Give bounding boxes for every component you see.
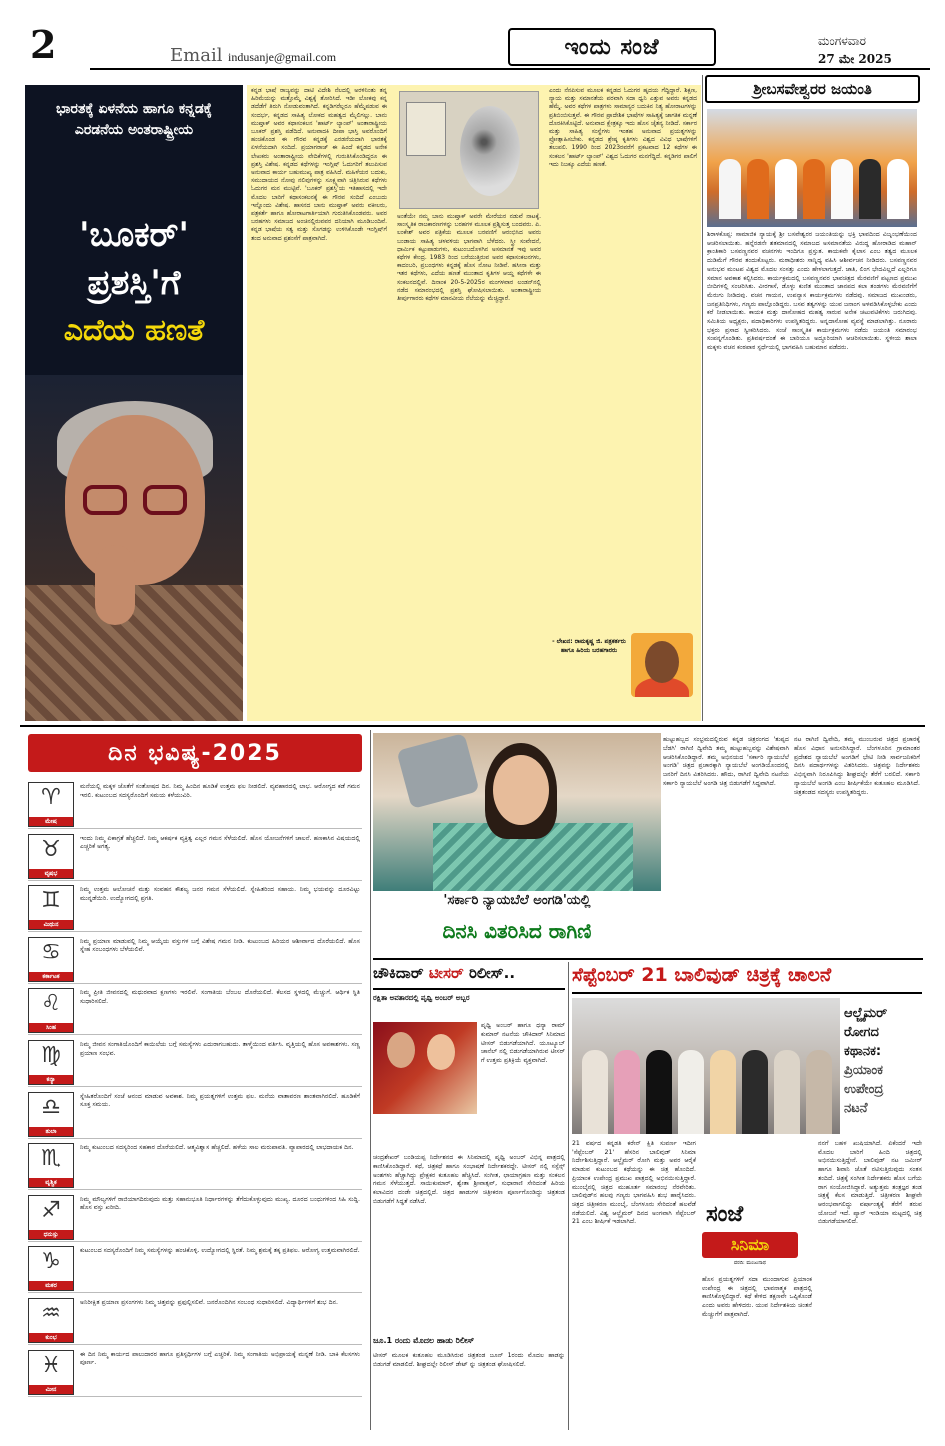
horoscope-text: ನಿಮ್ಮ ಜೀವನ ಸಂಗಾತಿಯೊಂದಿಗೆ ಕಾಯಿಲೆಯ ಬಗ್ಗೆ ಸಮಸ್ಯೆಗಳು ಎದುರಾಗಬಹುದು. ತಾಳ್ಮೆಯಿಂದ ವರ್ತಿಸಿ. ವೃತ್ತಿಯಲ್ಲಿ ಹೊಸ ಅವಕಾಶಗಳು. ಸಣ್ಣ ಪ್ರಯಾಣ ಸಂಭವ. xyxy=(80,1041,360,1057)
horoscope-text: ನಿಮ್ಮ ಕುಟುಂಬದ ಸದಸ್ಯರಿಂದ ಸಹಕಾರ ದೊರೆಯಲಿದೆ. ಆತ್ಮವಿಶ್ವಾಸ ಹೆಚ್ಚಲಿದೆ. ಹಳೆಯ ಸಾಲ ಮರುಪಾವತಿ. ವ್ಯಾಪಾರದಲ್ಲಿ ಲಾಭದಾಯಕ ದಿನ. xyxy=(80,1144,354,1152)
zodiac-glyph: ♉ xyxy=(41,836,61,862)
logo-credit: ವರದಿ: ಮಂಜುನಾಥ xyxy=(733,1260,767,1266)
sidebar-line-3: ಕಥಾನಕ: xyxy=(844,1044,882,1059)
chowkidar-body: ಚಂದ್ರಶೇಖರ್ ಬಂಡಿಯಪ್ಪ ನಿರ್ದೇಶನದ ಈ ಸಿನಿಮಾದಲ್ಲಿ ಪೃಥ್ವಿ ಅಂಬರ್ ವಿಭಿನ್ನ ಪಾತ್ರದಲ್ಲಿ ಕಾಣಿಸಿಕೊಂಡಿದ್ದಾರೆ. ಕಥೆ, ಚಿತ್ರಕಥೆ ಹಾಗೂ ಸಂಭಾಷಣೆ ನಿರ್ದೇಶಕರದ್ದೇ. ಟೀಸರ್ ನಲ್ಲಿ ಸಸ್ಪೆನ್ಸ್ ಅಂಶಗಳು ಹೆಚ್ಚಾಗಿದ್ದು ಪ್ರೇಕ್ಷಕರ ಕುತೂಹಲ ಹೆಚ್ಚಿಸಿದೆ. ಸಂಗೀತ, ಛಾಯಾಗ್ರಹಣ ಮತ್ತು ಸಂಕಲನ ಗಮನ ಸೆಳೆಯುತ್ತದೆ. ಸಾಯಿಕುಮಾರ್, ಶ್ವೇತಾ ಶ್ರೀವಾತ್ಸವ್, ಸುಧಾರಾಣಿ ಸೇರಿದಂತೆ ಹಿರಿಯ ಕಲಾವಿದರ ದಂಡೇ ಚಿತ್ರದಲ್ಲಿದೆ. ಚಿತ್ರದ ಹಾಡುಗಳ ಚಿತ್ರೀಕರಣ ಪೂರ್ಣಗೊಂಡಿದ್ದು ಚಿತ್ರತಂಡ ಬಿಡುಗಡೆಗೆ ಸಿದ್ಧತೆ ನಡೆಸಿದೆ. xyxy=(373,1154,565,1205)
lead-body xyxy=(247,85,701,721)
zodiac-sign-icon xyxy=(28,834,74,879)
horoscope-row xyxy=(28,1348,362,1397)
horoscope-text: ಮನೆಯಲ್ಲಿ ಮಕ್ಕಳ ಜೊತೆಗೆ ಸಂತೋಷದ ದಿನ. ನಿಮ್ಮ ಹಿಂದಿನ ಹೂಡಿಕೆ ಉತ್ತಮ ಫಲ ನೀಡಲಿದೆ. ವ್ಯವಹಾರದಲ್ಲಿ ಲಾಭ. ಆರೋಗ್ಯದ ಕಡೆ ಗಮನ ಇರಲಿ. ಕುಟುಂಬದ ಸದಸ್ಯರೊಂದಿಗೆ ಸಮಯ ಕಳೆಯುವಿರಿ. xyxy=(80,783,360,799)
zodiac-name: ಕರ್ಕಾಟಕ xyxy=(29,972,73,981)
column-rule xyxy=(370,730,371,1430)
sidebar-line-2: ರೋಗದ xyxy=(844,1025,879,1040)
zodiac-name: ಮೇಷ xyxy=(29,817,73,826)
zodiac-sign-icon xyxy=(28,1040,74,1085)
header-rule xyxy=(90,68,930,70)
horoscope-section xyxy=(22,734,368,1430)
zodiac-glyph: ♊ xyxy=(41,888,61,914)
zodiac-glyph: ♋ xyxy=(41,939,61,965)
zodiac-name: ಧನುಸ್ಸು xyxy=(29,1230,73,1239)
sidebar-line-6: ನಟನೆ xyxy=(844,1101,868,1116)
september21-title: ಸೆಪ್ಟೆಂಬರ್ 21 ಬಾಲಿವುಡ್ ಚಿತ್ರಕ್ಕೆ ಚಾಲನೆ xyxy=(572,964,922,994)
lead-headline-1: 'ಬೂಕರ್' xyxy=(79,215,189,255)
chowkidar-title-3: ರಿಲೀಸ್.. xyxy=(469,964,516,982)
horoscope-title: ದಿನ ಭವಿಷ್ಯ-2025 xyxy=(28,734,362,772)
horoscope-text: ಸ್ನೇಹಿತರೊಂದಿಗೆ ಸಂಜೆ ಆನಂದ ಮಾಡುವ ಅವಕಾಶ. ನಿಮ್ಮ ಪ್ರಯತ್ನಗಳಿಗೆ ಉತ್ತಮ ಫಲ. ಮನೆಯ ವಾತಾವರಣ ಶಾಂತವಾಗಿರಲಿದೆ. ಹೂಡಿಕೆಗೆ ಸೂಕ್ತ ಸಮಯ. xyxy=(80,1092,360,1109)
chowkidar-article xyxy=(373,964,565,1430)
zodiac-sign-icon xyxy=(28,937,74,982)
book-cover-photo xyxy=(399,91,539,209)
horoscope-row xyxy=(28,1038,362,1087)
jayanti-article xyxy=(705,75,920,721)
chowkidar-body-2: ಟೀಸರ್ ಮೂಲಕ ಕುತೂಹಲ ಮೂಡಿಸಿರುವ ಚಿತ್ರತಂಡ ಜೂನ್ 1ರಂದು ಮೊದಲ ಹಾಡನ್ನು ಬಿಡುಗಡೆ ಮಾಡಲಿದೆ. ಶೀಘ್ರದಲ್ಲೇ ರಿಲೀಸ್ ಡೇಟ್ ನ್ನು ಚಿತ್ರತಂಡ ಘೋಷಿಸಲಿದೆ. xyxy=(373,1352,565,1368)
zodiac-sign-icon xyxy=(28,782,74,827)
zodiac-name: ಸಿಂಹ xyxy=(29,1023,73,1032)
cinema-logo-text: ಸಿನಿಮಾ xyxy=(702,1232,798,1258)
zodiac-name: ಮಕರ xyxy=(29,1281,73,1290)
zodiac-glyph: ♈ xyxy=(41,785,61,810)
horoscope-row xyxy=(28,986,362,1035)
ragini-headline-1: 'ಸರ್ಕಾರಿ ನ್ಯಾಯಬೆಲೆ ಅಂಗಡಿ'ಯಲ್ಲಿ xyxy=(443,893,591,908)
chowkidar-subtitle: ರಕ್ಷಿತಾ ಅವತಾರದಲ್ಲಿ ಪೃಥ್ವಿ ಅಂಬರ್ ಅಬ್ಬರ xyxy=(373,994,470,1002)
zodiac-glyph: ♎ xyxy=(41,1094,61,1120)
lead-headline-2: ಪ್ರಶಸ್ತಿ'ಗೆ xyxy=(87,263,181,303)
horoscope-row xyxy=(28,1141,362,1190)
zodiac-name: ಕನ್ಯಾ xyxy=(29,1075,73,1084)
zodiac-sign-icon xyxy=(28,988,74,1033)
horoscope-text: ನಿಮ್ಮ ಉತ್ತಮ ಆಲೋಚನೆ ಮತ್ತು ಸಂವಹನ ಕೌಶಲ್ಯ ಜನರ ಗಮನ ಸೆಳೆಯಲಿದೆ. ಸ್ನೇಹಿತರಿಂದ ಸಹಾಯ. ನಿಮ್ಮ ಭಯವನ್ನು ದೂರವಿಟ್ಟು ಮುನ್ನಡೆಯಿರಿ. ಉದ್ಯೋಗದಲ್ಲಿ ಪ್ರಗತಿ. xyxy=(80,886,360,902)
zodiac-name: ವೃಷಭ xyxy=(29,869,73,878)
ragini-article xyxy=(373,733,661,955)
horoscope-text: ಇಂದು ನಿಮ್ಮ ಏಕಾಗ್ರತೆ ಹೆಚ್ಚಲಿದೆ. ನಿಮ್ಮ ಆಕರ್ಷಕ ವ್ಯಕ್ತಿತ್ವ ಎಲ್ಲರ ಗಮನ ಸೆಳೆಯಲಿದೆ. ಹೊಸ ಯೋಜನೆಗಳಿಗೆ ಚಾಲನೆ. ಹಣಕಾಸಿನ ವಿಷಯದಲ್ಲಿ ಎಚ್ಚರಿಕೆ ಅಗತ್ಯ. xyxy=(80,834,360,851)
zodiac-sign-icon xyxy=(28,1350,74,1395)
chowkidar-side-text: ಪೃಥ್ವಿ ಅಂಬರ್ ಹಾಗೂ ಧನ್ಯಾ ರಾಮ್ ಕುಮಾರ್ ನಟನೆಯ ಚೌಕಿದಾರ್ ಸಿನಿಮಾದ ಟೀಸರ್ ಬಿಡುಗಡೆಯಾಗಿದೆ. ಯೂಟ್ಯೂಬ್ ಚಾನೆಲ್ ನಲ್ಲಿ ಬಿಡುಗಡೆಯಾಗಿರುವ ಟೀಸರ್ ಗೆ ಉತ್ತಮ ಪ್ರತಿಕ್ರಿಯೆ ವ್ಯಕ್ತವಾಗಿದೆ. xyxy=(481,1022,565,1065)
jayanti-body: ಶಿರಾಳಕೊಪ್ಪ: ಸಾಮಾಜಿಕ ನ್ಯಾಯಕ್ಕೆ ಶ್ರೀ ಬಸವೇಶ್ವರರ ಜಯಂತಿಯನ್ನು ಭಕ್ತಿ ಭಾವದಿಂದ ವಿಜೃಂಭಣೆಯಿಂದ ಆಚರಿಸಲಾಯಿತು. ಹನ್ನೆರಡನೇ ಶತಮಾನದಲ್ಲಿ ಸಮಾಜದ ಅಸಮಾನತೆಯ ವಿರುದ್ಧ ಹೋರಾಡಿದ ಮಹಾನ್ ಕ್ರಾಂತಿಕಾರಿ ಬಸವಣ್ಣನವರ ವಚನಗಳು ಇಂದಿಗೂ ಪ್ರಸ್ತುತ. ಕಾಯಕವೇ ಕೈಲಾಸ ಎಂಬ ತತ್ವದ ಮೂಲಕ ದುಡಿಮೆಗೆ ಗೌರವ ತಂದುಕೊಟ್ಟರು. ಮಠಾಧೀಶರು ಸಾನ್ನಿಧ್ಯ ವಹಿಸಿ ಆಶೀರ್ವಚನ ನೀಡಿದರು. ಬಸವಣ್ಣನವರ ಅನುಭವ ಮಂಟಪ ವಿಶ್ವದ ಮೊದಲ ಸಂಸತ್ತು ಎಂದು ಹೇಳಲಾಗುತ್ತದೆ. ಜಾತಿ, ಲಿಂಗ ಭೇದವಿಲ್ಲದೆ ಎಲ್ಲರಿಗೂ ಸಮಾನ ಅವಕಾಶ ಕಲ್ಪಿಸಿದರು. ಕಾರ್ಯಕ್ರಮದಲ್ಲಿ ಬಸವಣ್ಣನವರ ಭಾವಚಿತ್ರದ ಮೆರವಣಿಗೆ ಪಟ್ಟಣದ ಪ್ರಮುಖ ಬೀದಿಗಳಲ್ಲಿ ಸಂಚರಿಸಿತು. ವೀರಗಾಸೆ, ಡೊಳ್ಳು ಕುಣಿತ ಮುಂತಾದ ಜಾನಪದ ಕಲಾ ತಂಡಗಳು ಮೆರವಣಿಗೆಗೆ ಮೆರುಗು ನೀಡಿದವು. ವಚನ ಗಾಯನ, ಉಪನ್ಯಾಸ ಕಾರ್ಯಕ್ರಮಗಳು ನಡೆದವು. ಸಮಾಜದ ಮುಖಂಡರು, ಜನಪ್ರತಿನಿಧಿಗಳು, ಗಣ್ಯರು ಪಾಲ್ಗೊಂಡಿದ್ದರು. ಬಸವ ತತ್ವಗಳನ್ನು ಯುವ ಜನಾಂಗ ಅಳವಡಿಸಿಕೊಳ್ಳಬೇಕು ಎಂದು ಕರೆ ನೀಡಲಾಯಿತು. ಕಾಯಕ ಮತ್ತು ದಾಸೋಹದ ಮಹತ್ವ ಸಾರುವ ಅನೇಕ ಚಟುವಟಿಕೆಗಳು ಜರುಗಿದವು. ಸಮಿತಿಯ ಅಧ್ಯಕ್ಷರು, ಪದಾಧಿಕಾರಿಗಳು ಉಪಸ್ಥಿತರಿದ್ದರು. ಅನ್ನದಾಸೋಹ ವ್ಯವಸ್ಥೆ ಮಾಡಲಾಗಿತ್ತು. ನೂರಾರು ಭಕ್ತರು ಪ್ರಸಾದ ಸ್ವೀಕರಿಸಿದರು. ಸಂಜೆ ಸಾಂಸ್ಕೃತಿಕ ಕಾರ್ಯಕ್ರಮಗಳು ನಡೆದು ಜಯಂತಿ ಸಮಾರಂಭ ಸಂಪನ್ನಗೊಂಡಿತು. ಪ್ರತಿವರ್ಷದಂತೆ ಈ ಬಾರಿಯೂ ಅದ್ಧೂರಿಯಾಗಿ ಆಚರಿಸಲಾಯಿತು. ಸ್ಥಳೀಯ ಶಾಲಾ ಮಕ್ಕಳು ವಚನ ಕಂಠಪಾಠ ಸ್ಪರ್ಧೆಯಲ್ಲಿ ಭಾಗವಹಿಸಿ ಬಹುಮಾನ ಪಡೆದರು. xyxy=(707,231,917,352)
lead-headline-3: ಎದೆಯ ಹಣತೆ xyxy=(63,313,205,348)
chowkidar-title-2: ಟೀಸರ್ xyxy=(428,964,464,982)
section-divider xyxy=(20,725,925,727)
september21-sidebar xyxy=(844,1004,922,1118)
sidebar-line-1: ಆಲ್ಜೈಮರ್ xyxy=(844,1006,888,1021)
masthead-text: ಇಂದು ಸಂಜೆ xyxy=(564,34,660,60)
lead-column-1: ಕನ್ನಡ ಭಾಷೆ ರಾಜ್ಯವನ್ನು ದಾಟಿ ವಿದೇಶಿ ನೆಲದಲ್ಲಿ ಅರಳಿನಿಂತು ತನ್ನ ಹಿರಿಮೆಯನ್ನು ಮತ್ತೊಮ್ಮೆ ವಿಶ್ವಕ್ಕೆ ತೋರಿಸಿದೆ. ಇಡೀ ಲೋಕವು ಕನ್ನ ಡದೆಡೆಗೆ ತಿರುಗಿ ನೋಡುವಂತಾಗಿದೆ. ಕನ್ನಡಿಗರೆಲ್ಲರೂ ಹೆಮ್ಮೆಪಡುವ ಈ ಸಂದರ್ಭ, ಕನ್ನಡದ ಸಾಹಿತ್ಯ ಲೋಕದ ಮಹತ್ವದ ಮೈಲಿಗಲ್ಲು. ಬಾನು ಮುಷ್ತಾಕ್ ಅವರ ಕಥಾಸಂಕಲನ 'ಹಾರ್ಟ್ ಲ್ಯಾಂಪ್' ಅಂತಾರಾಷ್ಟ್ರೀಯ ಬೂಕರ್ ಪ್ರಶಸ್ತಿ ಪಡೆದಿದೆ. ಅನುವಾದಕಿ ದೀಪಾ ಭಾಸ್ತಿ ಅವರೊಂದಿಗೆ ಹಂಚಿಕೊಂಡ ಈ ಗೌರವ ಕನ್ನಡಕ್ಕೆ ಎರಡನೆಯದಾಗಿ ಭಾರತಕ್ಕೆ ಏಳನೆಯದಾಗಿ ಸಂದಿದೆ. ಪ್ರಯಾಗರಾಜ್ ಈ ಹಿಂದೆ ಕನ್ನಡದ ಅನೇಕ ಲೇಖಕರು ಅಂತಾರಾಷ್ಟ್ರೀಯ ವೇದಿಕೆಗಳಲ್ಲಿ ಗುರುತಿಸಿಕೊಂಡಿದ್ದರೂ ಈ ಪ್ರಶಸ್ತಿ ವಿಶೇಷ. ಕನ್ನಡದ ಕಥೆಗಳನ್ನು ಇಂಗ್ಲಿಷ್ ಓದುಗರಿಗೆ ತಲುಪಿಸುವ ಅನುವಾದ ಕಾರ್ಯ ಬಹುಮುಖ್ಯ ಪಾತ್ರ ವಹಿಸಿದೆ. ಮಹಿಳೆಯರ ಬದುಕು, ಸಮುದಾಯದ ನೋವು ನಲಿವುಗಳನ್ನು ಸೂಕ್ಷ್ಮವಾಗಿ ಚಿತ್ರಿಸಿರುವ ಕಥೆಗಳು ಓದುಗರ ಮನ ಮುಟ್ಟಿವೆ. 'ಬೂಕರ್ ಪ್ರಶಸ್ತಿ'ಯ ಇತಿಹಾಸದಲ್ಲಿ ಇದೇ ಮೊದಲ ಬಾರಿಗೆ ಕಥಾಸಂಕಲನಕ್ಕೆ ಈ ಗೌರವ ಸಂದಿದೆ ಎಂಬುದು ಇನ್ನೊಂದು ವಿಶೇಷ. ಹಾಸನದ ಬಾನು ಮುಷ್ತಾಕ್ ಅವರು ವಕೀಲರು, ಪತ್ರಕರ್ತೆ ಹಾಗೂ ಹೋರಾಟಗಾರ್ತಿಯಾಗಿ ಗುರುತಿಸಿಕೊಂಡವರು. ಅವರ ಬರಹಗಳು ಸಮಾಜದ ಅಂಚಿನಲ್ಲಿರುವವರ ದನಿಯಾಗಿ ಮೂಡಿಬಂದಿವೆ. ಕನ್ನಡ ಭಾಷೆಯ ಸತ್ವ ಮತ್ತು ಸೊಗಡನ್ನು ಉಳಿಸಿಕೊಂಡೇ ಇಂಗ್ಲಿಷ್‌ಗೆ ತಂದ ಅನುವಾದ ಪ್ರಶಂಸೆಗೆ ಪಾತ್ರವಾಗಿದೆ. xyxy=(251,87,387,242)
zodiac-glyph: ♍ xyxy=(41,1043,61,1068)
horoscope-text: ಅನಿರೀಕ್ಷಿತ ಪ್ರಯಾಣ ಪ್ರಸಂಗಗಳು ನಿಮ್ಮ ಚಿತ್ತವನ್ನು ಪ್ರಫುಲ್ಲಿಸಲಿವೆ. ಜನರೊಂದಿಗಿನ ಸಂಬಂಧ ಸುಧಾರಿಸಲಿದೆ. ವಿದ್ಯಾರ್ಥಿಗಳಿಗೆ ಶುಭ ದಿನ. xyxy=(80,1299,339,1306)
chowkidar-photo xyxy=(373,1022,477,1114)
horoscope-row xyxy=(28,1296,362,1345)
horoscope-text: ನಿಮ್ಮ ಪ್ರಯಾಣ ಮಾಡುವಲ್ಲಿ ನಿಮ್ಮ ಆಯ್ಕೆಯ ವಸ್ತುಗಳ ಬಗ್ಗೆ ವಿಶೇಷ ಗಮನ ನೀಡಿ. ಕುಟುಂಬದ ಹಿರಿಯರ ಆಶೀರ್ವಾದ ದೊರೆಯಲಿದೆ. ಹೊಸ ಸ್ನೇಹ ಸಂಬಂಧಗಳು ಬೆಳೆಯಲಿವೆ. xyxy=(80,937,360,954)
horoscope-text: ನಿಮ್ಮ ಪ್ರೀತಿ ಜೀವನದಲ್ಲಿ ಮಧುರವಾದ ಕ್ಷಣಗಳು ಇರಲಿವೆ. ಸಂಗಾತಿಯ ಬೆಂಬಲ ದೊರೆಯಲಿದೆ. ಕೆಲಸದ ಸ್ಥಳದಲ್ಲಿ ಮೆಚ್ಚುಗೆ. ಆರ್ಥಿಕ ಸ್ಥಿತಿ ಸುಧಾರಿಸಲಿದೆ. xyxy=(80,989,360,1005)
horoscope-row xyxy=(28,883,362,932)
article-byline: - ಲೇಖನ: ರಾಮಕೃಷ್ಣ ಜಿ. ಪತ್ರಕರ್ತರು ಹಾಗೂ ಹಿರಿಯ ಬರಹಗಾರರು xyxy=(552,638,626,654)
sanje-cinema-logo xyxy=(700,1202,800,1270)
column-rule xyxy=(568,962,569,1430)
lead-column-3: ಎಂದು ನೆನಪಿಸುವ ಮೂಲಕ ಕನ್ನಡದ ಓದುಗರ ಹೃದಯ ಗೆದ್ದಿದ್ದಾರೆ. ಶಿಕ್ಷಣ, ನ್ಯಾಯ ಮತ್ತು ಸಮಾನತೆಯ ಪರವಾಗಿ ಸದಾ ಧ್ವನಿ ಎತ್ತುವ ಅವರು ಕನ್ನಡದ ಹೆಮ್ಮೆ. ಅವರ ಕಥೆಗಳ ಪಾತ್ರಗಳು ಸಾಮಾನ್ಯರ ಬದುಕಿನ ನಿತ್ಯ ಹೋರಾಟಗಳನ್ನು ಪ್ರತಿಬಿಂಬಿಸುತ್ತವೆ. ಈ ಗೌರವ ಪ್ರಾದೇಶಿಕ ಭಾಷೆಗಳ ಸಾಹಿತ್ಯಕ್ಕೆ ಜಾಗತಿಕ ಮನ್ನಣೆ ದೊರಕಿಸಿಕೊಟ್ಟಿದೆ. ಅನುವಾದ ಕ್ಷೇತ್ರಕ್ಕೂ ಇದು ಹೊಸ ಚೈತನ್ಯ ನೀಡಿದೆ. ಸರ್ಕಾರ ಮತ್ತು ಸಾಹಿತ್ಯ ಸಂಸ್ಥೆಗಳು ಇಂತಹ ಅನುವಾದ ಪ್ರಯತ್ನಗಳನ್ನು ಪ್ರೋತ್ಸಾಹಿಸಬೇಕು. ಕನ್ನಡದ ಶ್ರೇಷ್ಠ ಕೃತಿಗಳು ವಿಶ್ವದ ವಿವಿಧ ಭಾಷೆಗಳಿಗೆ ತಲುಪಲಿ. 1990 ರಿಂದ 2023ರವರೆಗೆ ಪ್ರಕಟವಾದ 12 ಕಥೆಗಳ ಈ ಸಂಕಲನ 'ಹಾರ್ಟ್ ಲ್ಯಾಂಪ್' ವಿಶ್ವದ ಓದುಗರ ಮನಗೆದ್ದಿದೆ. ಕನ್ನಡಿಗರ ಪಾಲಿಗೆ ಇದು ನಿಜಕ್ಕೂ ಎದೆಯ ಹಣತೆ. xyxy=(549,87,697,168)
september21-photo xyxy=(572,998,840,1134)
email-address[interactable]: indusanje@gmail.com xyxy=(228,50,337,64)
chowkidar-subhead: ಜೂ.1 ರಂದು ಮೊದಲ ಹಾಡು ರಿಲೀಸ್ xyxy=(373,1336,475,1345)
zodiac-name: ಕುಂಭ xyxy=(29,1333,73,1342)
header-day: ಮಂಗಳವಾರ xyxy=(818,34,867,48)
column-rule xyxy=(702,75,703,721)
september21-column-2-text: ಹೊಸ ಪ್ರಯತ್ನಗಳಿಗೆ ಸದಾ ಮುಂದಾಗುವ ಪ್ರಿಯಾಂಕ ಉಪೇಂದ್ರ ಈ ಚಿತ್ರದಲ್ಲಿ ಭಾವನಾತ್ಮಕ ಪಾತ್ರದಲ್ಲಿ ಕಾಣಿಸಿಕೊಳ್ಳಲಿದ್ದಾರೆ. ಕಥೆ ಕೇಳಿದ ತಕ್ಷಣವೇ ಒಪ್ಪಿಕೊಂಡೆ ಎಂದು ಅವರು ಹೇಳಿದರು. ಯುವ ನಿರ್ದೇಶಕಿಯ ಚಿಂತನೆ ಮೆಚ್ಚುಗೆಗೆ ಪಾತ್ರವಾಗಿದೆ. xyxy=(702,1276,812,1318)
masthead-logo xyxy=(508,28,716,66)
horoscope-row xyxy=(28,935,362,984)
september21-column-1: 21 ವರ್ಷದ ಕನ್ನಡತಿ ಕರೇನ್ ಕ್ಷಿತಿ ಸುವರ್ಣ ಇದೀಗ 'ಸೆಪ್ಟೆಂಬರ್ 21' ಹೆಸರಿನ ಬಾಲಿವುಡ್ ಸಿನಿಮಾ ನಿರ್ದೇಶಿಸುತ್ತಿದ್ದಾರೆ. ಆಲ್ಜೈಮರ್ ರೋಗಿ ಮತ್ತು ಅವರ ಆರೈಕೆ ಮಾಡುವ ಕುಟುಂಬದ ಕಥೆಯನ್ನು ಈ ಚಿತ್ರ ಹೊಂದಿದೆ. ಪ್ರಿಯಾಂಕ ಉಪೇಂದ್ರ ಪ್ರಮುಖ ಪಾತ್ರದಲ್ಲಿ ಅಭಿನಯಿಸುತ್ತಿದ್ದಾರೆ. ಮುಂಬೈನಲ್ಲಿ ಚಿತ್ರದ ಮುಹೂರ್ತ ಸಮಾರಂಭ ನೆರವೇರಿತು. ಬಾಲಿವುಡ್‌ನ ಹಲವು ಗಣ್ಯರು ಭಾಗವಹಿಸಿ ಶುಭ ಹಾರೈಸಿದರು. ಚಿತ್ರದ ಚಿತ್ರೀಕರಣ ಮುಂಬೈ, ಬೆಂಗಳೂರು ಸೇರಿದಂತೆ ಹಲವೆಡೆ ನಡೆಯಲಿದೆ. ವಿಶ್ವ ಆಲ್ಜೈಮರ್ ದಿನದ ಅಂಗವಾಗಿ ಸೆಪ್ಟೆಂಬರ್ 21 ಎಂಬ ಶೀರ್ಷಿಕೆ ಇಡಲಾಗಿದೆ. xyxy=(572,1140,696,1226)
zodiac-sign-icon xyxy=(28,1298,74,1343)
author-portrait xyxy=(25,375,243,721)
zodiac-glyph: ♑ xyxy=(41,1249,61,1275)
zodiac-sign-icon xyxy=(28,1195,74,1240)
sidebar-line-4: ಪ್ರಿಯಾಂಕ xyxy=(844,1063,884,1078)
zodiac-name: ವೃಶ್ಚಿಕ xyxy=(29,1178,73,1187)
horoscope-row xyxy=(28,1090,362,1139)
ragini-column-2: ನಟ ರಾಗಿಣಿ ದ್ವಿವೇದಿ, ತಮ್ಮ ಮುಂಬರುವ ಚಿತ್ರದ ಪ್ರಚಾರಕ್ಕೆ ಹೊಸ ವಿಧಾನ ಅನುಸರಿಸಿದ್ದಾರೆ. ಬೆಂಗಳೂರಿನ ಗ್ರಾಮಾಂತರ ಪ್ರದೇಶದ ನ್ಯಾಯಬೆಲೆ ಅಂಗಡಿಗೆ ಭೇಟಿ ನೀಡಿ ಸಾರ್ವಜನಿಕರಿಗೆ ದಿನಸಿ ಪದಾರ್ಥಗಳನ್ನು ವಿತರಿಸಿದರು. ಚಿತ್ರವನ್ನು ನಿರ್ದೇಶಕರು ವಿಭಿನ್ನವಾಗಿ ನಿರೂಪಿಸಿದ್ದು ಶೀಘ್ರದಲ್ಲೇ ತೆರೆಗೆ ಬರಲಿದೆ. ಸರ್ಕಾರಿ ನ್ಯಾಯಬೆಲೆ ಅಂಗಡಿ ಎಂಬ ಶೀರ್ಷಿಕೆಯೇ ಕುತೂಹಲ ಮೂಡಿಸಿದೆ. ಚಿತ್ರತಂಡದ ಸದಸ್ಯರು ಉಪಸ್ಥಿತರಿದ್ದರು. xyxy=(794,736,920,796)
chowkidar-title xyxy=(373,964,565,990)
horoscope-text: ಕುಟುಂಬದ ಸದಸ್ಯರೊಂದಿಗೆ ನಿಮ್ಮ ಸಮಸ್ಯೆಗಳನ್ನು ಹಂಚಿಕೊಳ್ಳಿ. ಉದ್ಯೋಗದಲ್ಲಿ ಸ್ಥಿರತೆ. ನಿಮ್ಮ ಶ್ರಮಕ್ಕೆ ತಕ್ಕ ಪ್ರತಿಫಲ. ಆರೋಗ್ಯ ಉತ್ತಮವಾಗಿರಲಿದೆ. xyxy=(80,1247,360,1255)
zodiac-name: ಮಿಥುನ xyxy=(29,920,73,929)
zodiac-glyph: ♐ xyxy=(41,1197,61,1223)
horoscope-row xyxy=(28,1244,362,1293)
ragini-column-1: ಹುಟ್ಟುಹಬ್ಬದ ಸಂಭ್ರಮದಲ್ಲಿರುವ ಕನ್ನಡ ಚಿತ್ರರಂಗದ 'ತುಪ್ಪದ ಬೆಡಗಿ' ರಾಗಿಣಿ ದ್ವಿವೇದಿ ತಮ್ಮ ಹುಟ್ಟುಹಬ್ಬವನ್ನು ವಿಶೇಷವಾಗಿ ಆಚರಿಸಿಕೊಂಡಿದ್ದಾರೆ. ತಮ್ಮ ಅಭಿನಯದ 'ಸರ್ಕಾರಿ ನ್ಯಾಯಬೆಲೆ ಅಂಗಡಿ' ಚಿತ್ರದ ಪ್ರಚಾರಕ್ಕಾಗಿ ನ್ಯಾಯಬೆಲೆ ಅಂಗಡಿಯೊಂದರಲ್ಲಿ ಜನರಿಗೆ ದಿನಸಿ ವಿತರಿಸಿದರು. ಹೌದು, ರಾಗಿಣಿ ದ್ವಿವೇದಿ ನಟನೆಯ ಸರ್ಕಾರಿ ನ್ಯಾಯಬೆಲೆ ಅಂಗಡಿ ಚಿತ್ರ ಬಿಡುಗಡೆಗೆ ಸಿದ್ಧವಾಗಿದೆ. xyxy=(663,736,789,787)
page-header xyxy=(0,0,945,78)
zodiac-name: ತುಲಾ xyxy=(29,1127,73,1136)
columnist-photo xyxy=(631,633,693,697)
sidebar-line-5: ಉಪೇಂದ್ರ xyxy=(844,1082,884,1097)
zodiac-glyph: ♒ xyxy=(41,1301,61,1326)
zodiac-sign-icon xyxy=(28,885,74,930)
zodiac-name: ಮೀನ xyxy=(29,1385,73,1394)
horoscope-row xyxy=(28,832,362,881)
email-label: Email xyxy=(170,45,223,66)
horoscope-row xyxy=(28,1193,362,1242)
zodiac-glyph: ♏ xyxy=(41,1146,61,1172)
zodiac-sign-icon xyxy=(28,1092,74,1137)
lead-poster xyxy=(25,85,243,721)
lead-column-2: ಅಂತೆಯೇ ನಮ್ಮ ಬಾನು ಮುಷ್ತಾಕ್ ಅವರೇ ಮೇರೆಯರ ನಡುವೆ ನಾಟಕ್ಕೆ. ಸಾಂಸ್ಕೃತಿಕ ರಾಜಕಾರಣಗಳನ್ನು ಬರಹಗಳ ಮೂಲಕ ಪ್ರಶ್ನಿಸುತ್ತ ಬಂದವರು. ಪಿ. ಲಂಕೇಶ್ ಅವರ ಪತ್ರಿಕೆಯ ಮೂಲಕ ಬರವಣಿಗೆ ಆರಂಭಿಸಿದ ಅವರು ಬಂಡಾಯ ಸಾಹಿತ್ಯ ಚಳವಳಿಯ ಭಾಗವಾಗಿ ಬೆಳೆದರು. ಸ್ತ್ರೀ ಸಂವೇದನೆ, ಧಾರ್ಮಿಕ ಕಟ್ಟುಪಾಡುಗಳು, ಕುಟುಂಬದೊಳಗಿನ ಅಸಮಾನತೆ ಇವು ಅವರ ಕಥೆಗಳ ಕೇಂದ್ರ. 1983 ರಿಂದ ಬರೆಯುತ್ತಿರುವ ಅವರ ಕಥಾಸಂಕಲನಗಳು, ಕಾದಂಬರಿ, ಪ್ರಬಂಧಗಳು ಕನ್ನಡಕ್ಕೆ ಹೊಸ ನೋಟ ನೀಡಿವೆ. ಹಸೀನಾ ಮತ್ತು ಇತರ ಕಥೆಗಳು, ಎದೆಯ ಹಣತೆ ಮುಂತಾದ ಕೃತಿಗಳ ಆಯ್ದ ಕಥೆಗಳೇ ಈ ಸಂಕಲನದಲ್ಲಿವೆ. ದಿನಾಂಕ 20-5-2025ರ ಮಂಗಳವಾರ ಲಂಡನ್‌ನಲ್ಲಿ ನಡೆದ ಸಮಾರಂಭದಲ್ಲಿ ಪ್ರಶಸ್ತಿ ಘೋಷಿಸಲಾಯಿತು. ಅಂತಾರಾಷ್ಟ್ರೀಯ ತೀರ್ಪುಗಾರರು ಕಥೆಗಳ ಮಾನವೀಯ ನೆಲೆಯನ್ನು ಮೆಚ್ಚಿದ್ದಾರೆ. xyxy=(397,213,541,303)
september21-article xyxy=(572,964,922,1430)
chowkidar-title-1: ಚೌಕಿದಾರ್ xyxy=(373,964,424,982)
header-date: 27 ಮೇ 2025 xyxy=(818,52,892,66)
horoscope-text: ನಿಮ್ಮ ಮೌಲ್ಯಗಳಿಗೆ ರಾಜಿಯಾಗದಿರುವುದು ಮತ್ತು ಸಹಾನುಭೂತಿ ನಿರ್ಧಾರಗಳನ್ನು ತೆಗೆದುಕೊಳ್ಳುವುದು ಮುಖ್ಯ. ದೂರದ ಬಂಧುಗಳಿಂದ ಸಿಹಿ ಸುದ್ದಿ. ಹೊಸ ವಸ್ತು ಖರೀದಿ. xyxy=(80,1195,360,1212)
lead-kicker: ಭಾರತಕ್ಕೆ ಏಳನೆಯ ಹಾಗೂ ಕನ್ನಡಕ್ಕೆ ಎರಡನೆಯ ಅಂತರಾಷ್ಟ್ರೀಯ xyxy=(56,101,212,138)
lead-article xyxy=(25,85,701,721)
horoscope-text: ಈ ದಿನ ನಿಮ್ಮ ಕಾರ್ಯದ ಪಾಲುದಾರರ ಹಾಗೂ ಪ್ರತಿಸ್ಪರ್ಧಿಗಳ ಬಗ್ಗೆ ಎಚ್ಚರಿಕೆ. ನಿಮ್ಮ ಸಂಗಾತಿಯ ಅಭಿಪ್ರಾಯಕ್ಕೆ ಮನ್ನಣೆ ನೀಡಿ. ಬಾಕಿ ಕೆಲಸಗಳು ಪೂರ್ಣ. xyxy=(80,1350,360,1367)
zodiac-glyph: ♓ xyxy=(41,1352,61,1378)
section-divider-2 xyxy=(373,958,923,960)
zodiac-sign-icon xyxy=(28,1143,74,1188)
zodiac-glyph: ♌ xyxy=(41,991,61,1017)
jayanti-photo xyxy=(707,109,917,227)
jayanti-title: ಶ್ರೀಬಸವೇಶ್ವರರ ಜಯಂತಿ xyxy=(705,75,920,103)
page-number: 2 xyxy=(30,22,57,67)
horoscope-row xyxy=(28,780,362,829)
september21-column-3: ನನಗೆ ಬಹಳ ಖುಷಿಯಾಗಿದೆ. ಏಕೆಂದರೆ ಇದೇ ಮೊದಲ ಬಾರಿಗೆ ಹಿಂದಿ ಚಿತ್ರದಲ್ಲಿ ಅಭಿನಯಿಸುತ್ತಿದ್ದೇನೆ. ಬಾಲಿವುಡ್ ನಟ ಜಮೀರ್ ಹಾಗೂ ಶಿವಾನಿ ಜೊತೆ ನಟಿಸುತ್ತಿರುವುದು ಸಂತಸ ತಂದಿದೆ. ಚಿತ್ರಕ್ಕೆ ಸಂಗೀತ ನಿರ್ದೇಶಕರು ಹೊಸ ಬಗೆಯ ರಾಗ ಸಂಯೋಜಿಸಿದ್ದಾರೆ. ಅತ್ಯುತ್ತಮ ತಂತ್ರಜ್ಞರ ತಂಡ ಚಿತ್ರಕ್ಕೆ ಕೆಲಸ ಮಾಡುತ್ತಿದೆ. ಚಿತ್ರೀಕರಣ ಶೀಘ್ರವೇ ಆರಂಭವಾಗಲಿದ್ದು ವರ್ಷಾಂತ್ಯಕ್ಕೆ ತೆರೆಗೆ ತರುವ ಯೋಜನೆ ಇದೆ. ಪ್ಯಾನ್ ಇಂಡಿಯಾ ಮಟ್ಟದಲ್ಲಿ ಚಿತ್ರ ಬಿಡುಗಡೆಯಾಗಲಿದೆ. xyxy=(818,1140,922,1226)
ragini-photo xyxy=(373,733,661,891)
ragini-headline-2: ದಿನಸಿ ವಿತರಿಸಿದ ರಾಗಿಣಿ xyxy=(442,919,592,943)
sanje-logo-text: ಸಂಜೆ xyxy=(706,1202,744,1227)
zodiac-sign-icon xyxy=(28,1246,74,1291)
september21-column-2 xyxy=(702,1140,812,1428)
